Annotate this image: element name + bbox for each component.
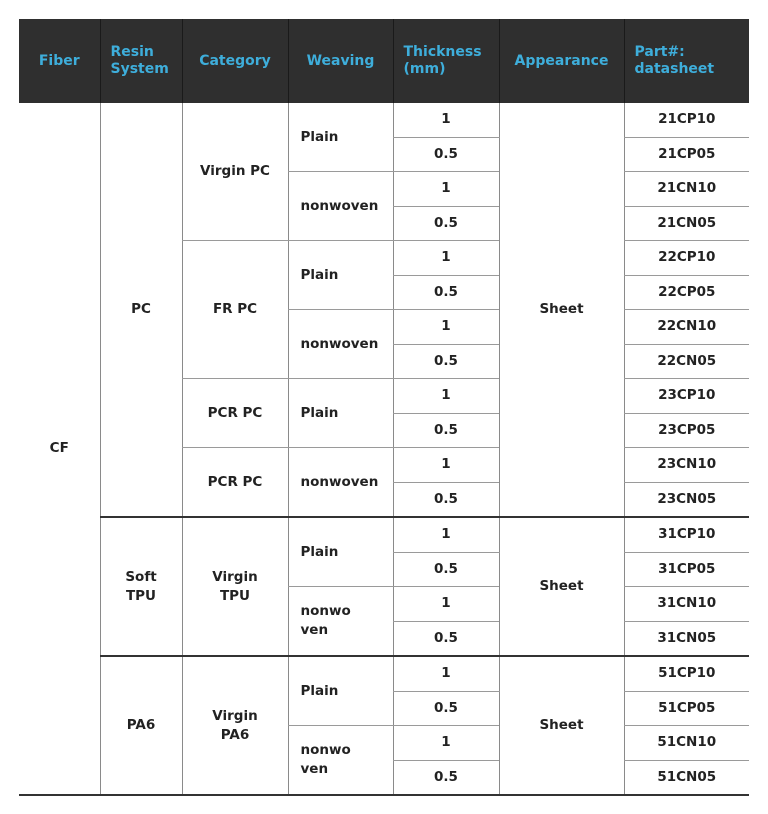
part-number-cell: 22CP10	[624, 241, 749, 276]
category-cell: PCR PC	[182, 448, 288, 518]
part-number-cell: 21CP10	[624, 103, 749, 137]
table-row	[19, 103, 749, 137]
weaving-cell: Plain	[288, 241, 393, 310]
thickness-cell: 0.5	[393, 691, 499, 726]
table-body	[19, 103, 749, 795]
part-number-cell: 21CP05	[624, 137, 749, 172]
part-number-cell: 51CN10	[624, 726, 749, 761]
thickness-cell: 0.5	[393, 413, 499, 448]
category-cell: Virgin TPU	[182, 517, 288, 656]
part-number-cell: 23CP10	[624, 379, 749, 414]
thickness-cell: 1	[393, 103, 499, 137]
weaving-cell: Plain	[288, 103, 393, 172]
category-cell: Virgin PC	[182, 103, 288, 241]
part-number-cell: 31CN05	[624, 621, 749, 656]
thickness-cell: 1	[393, 656, 499, 691]
thickness-cell: 1	[393, 241, 499, 276]
part-number-cell: 23CN05	[624, 482, 749, 517]
category-cell: FR PC	[182, 241, 288, 379]
weaving-cell: nonwo ven	[288, 587, 393, 657]
resin-system-cell: Soft TPU	[100, 517, 182, 656]
weaving-cell: nonwo ven	[288, 726, 393, 796]
category-cell: Virgin PA6	[182, 656, 288, 795]
thickness-cell: 0.5	[393, 206, 499, 241]
thickness-cell: 1	[393, 448, 499, 483]
part-number-cell: 51CP10	[624, 656, 749, 691]
appearance-cell: Sheet	[499, 656, 624, 795]
part-number-cell: 31CP05	[624, 552, 749, 587]
part-number-cell: 21CN05	[624, 206, 749, 241]
thickness-cell: 1	[393, 517, 499, 552]
column-header-category: Category	[182, 19, 288, 103]
thickness-cell: 1	[393, 172, 499, 207]
weaving-cell: Plain	[288, 517, 393, 587]
weaving-cell: nonwoven	[288, 448, 393, 518]
thickness-cell: 0.5	[393, 552, 499, 587]
thickness-cell: 1	[393, 726, 499, 761]
column-header-fiber: Fiber	[19, 19, 100, 103]
part-number-cell: 22CN05	[624, 344, 749, 379]
part-number-cell: 51CP05	[624, 691, 749, 726]
column-header-resin-system: Resin System	[100, 19, 182, 103]
thickness-cell: 1	[393, 587, 499, 622]
appearance-cell: Sheet	[499, 517, 624, 656]
fiber-cell: CF	[19, 103, 100, 795]
category-cell: PCR PC	[182, 379, 288, 448]
product-table	[19, 19, 749, 796]
thickness-cell: 0.5	[393, 344, 499, 379]
part-number-cell: 22CN10	[624, 310, 749, 345]
part-number-cell: 31CN10	[624, 587, 749, 622]
part-number-cell: 23CP05	[624, 413, 749, 448]
weaving-cell: Plain	[288, 656, 393, 726]
weaving-cell: nonwoven	[288, 172, 393, 241]
part-number-cell: 51CN05	[624, 760, 749, 795]
thickness-cell: 0.5	[393, 137, 499, 172]
resin-system-cell: PA6	[100, 656, 182, 795]
column-header-thickness: Thickness (mm)	[393, 19, 499, 103]
thickness-cell: 0.5	[393, 275, 499, 310]
part-number-cell: 22CP05	[624, 275, 749, 310]
column-header-appearance: Appearance	[499, 19, 624, 103]
appearance-cell: Sheet	[499, 103, 624, 517]
column-header-part-datasheet: Part#: datasheet	[624, 19, 749, 103]
weaving-cell: Plain	[288, 379, 393, 448]
part-number-cell: 23CN10	[624, 448, 749, 483]
table-row	[19, 656, 749, 691]
thickness-cell: 1	[393, 379, 499, 414]
resin-system-cell: PC	[100, 103, 182, 517]
thickness-cell: 0.5	[393, 760, 499, 795]
thickness-cell: 1	[393, 310, 499, 345]
header-row	[19, 19, 749, 103]
part-number-cell: 21CN10	[624, 172, 749, 207]
thickness-cell: 0.5	[393, 482, 499, 517]
part-number-cell: 31CP10	[624, 517, 749, 552]
table-row	[19, 517, 749, 552]
column-header-weaving: Weaving	[288, 19, 393, 103]
thickness-cell: 0.5	[393, 621, 499, 656]
weaving-cell: nonwoven	[288, 310, 393, 379]
